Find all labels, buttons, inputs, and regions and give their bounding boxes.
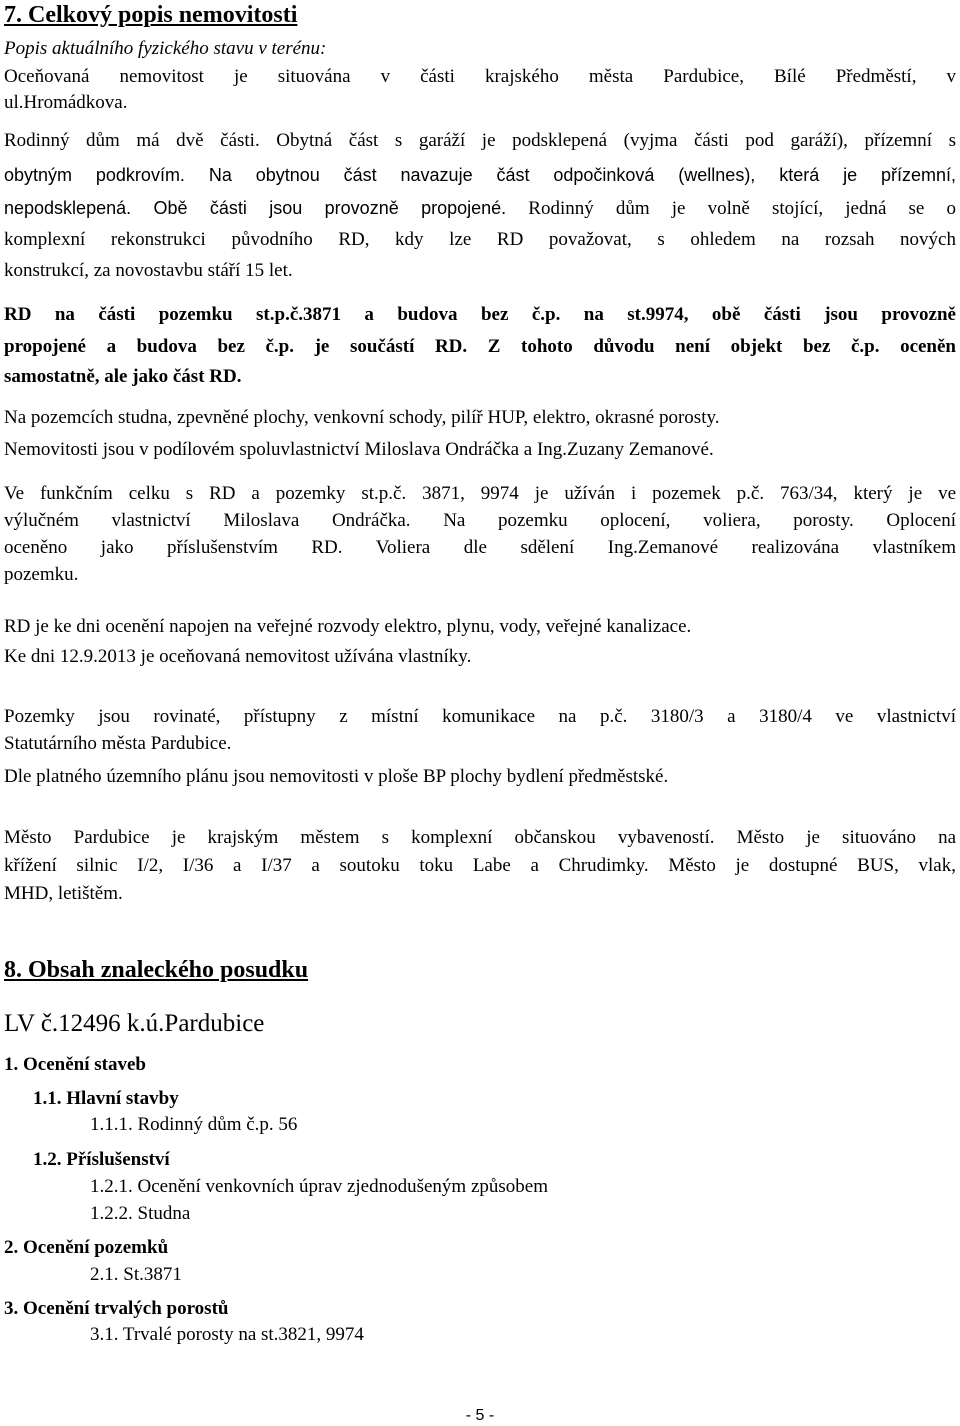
paragraph-house-line-1: Rodinný dům má dvě části. Obytná část s garáží je podsklepená (vyjma části pod garáží), přízemní s [4,130,956,151]
paragraph-function-line-2: výlučném vlastnictví Miloslava Ondráčka. Na pozemku oplocení, voliera, porosty. Oplocení [4,510,956,531]
paragraph-house-line-3-part-b: Rodinný dům je volně stojící, jedná se o [528,198,956,219]
toc-item-3: 3. Ocenění trvalých porostů [4,1298,229,1319]
paragraph-house-line-3 [4,195,956,222]
page-number: - 5 - [465,1407,495,1424]
toc-item-3-1: 3.1. Trvalé porosty na st.3821, 9974 [90,1324,364,1345]
toc-item-2-1: 2.1. St.3871 [90,1264,182,1285]
toc-item-1-2-1: 1.2.1. Ocenění venkovních úprav zjednodušeným způsobem [90,1176,548,1197]
paragraph-function-line-1: Ve funkčním celku s RD a pozemky st.p.č. 3871, 9974 je užíván i pozemek p.č. 763/34, který je ve [4,483,956,504]
toc-item-1-2-2: 1.2.2. Studna [90,1203,191,1224]
paragraph-utilities-line-1: RD je ke dni ocenění napojen na veřejné rozvody elektro, plynu, vody, veřejné kanalizace. [4,616,692,637]
bold-note-line-1: RD na části pozemku st.p.č.3871 a budova bez č.p. na st.9974, obě části jsou provozně [4,304,956,325]
toc-item-1-1-1: 1.1.1. Rodinný dům č.p. 56 [90,1114,298,1135]
paragraph-land-line-2: Nemovitosti jsou v podílovém spoluvlastnictví Miloslava Ondráčka a Ing.Zuzany Zemanové. [4,439,714,460]
paragraph-function-line-3: oceněno jako příslušenstvím RD. Voliera dle sdělení Ing.Zemanové realizována vlastníkem [4,537,956,558]
toc-item-1-2: 1.2. Příslušenství [33,1149,170,1170]
lv-title: LV č.12496 k.ú.Pardubice [4,1010,265,1037]
paragraph-city-line-2: křížení silnic I/2, I/36 a I/37 a soutoku toku Labe a Chrudimky. Město je dostupné BUS, vlak, [4,855,956,876]
paragraph-house-line-5: konstrukcí, za novostavbu stáří 15 let. [4,260,293,281]
section-8-heading: 8. Obsah znaleckého posudku [4,957,309,983]
paragraph-zoning: Dle platného územního plánu jsou nemovitosti v ploše BP plochy bydlení předměstské. [4,766,669,787]
paragraph-city-line-1: Město Pardubice je krajským městem s komplexní občanskou vybaveností. Město je situováno na [4,827,956,848]
paragraph-house-line-3-part-a: nepodsklepená. Obě části jsou provozně propojené. [4,198,507,218]
paragraph-utilities-line-2: Ke dni 12.9.2013 je oceňovaná nemovitost užívána vlastníky. [4,646,472,667]
section-7-heading: 7. Celkový popis nemovitosti [4,2,298,28]
section-7-subheading: Popis aktuálního fyzického stavu v terénu: [4,38,327,59]
paragraph-house-line-2: obytným podkrovím. Na obytnou část navazuje část odpočinková (wellnes), která je přízemní, [4,165,956,185]
bold-note-line-3: samostatně, ale jako část RD. [4,366,242,387]
paragraph-city-line-3: MHD, letištěm. [4,883,123,904]
toc-item-1: 1. Ocenění staveb [4,1054,146,1075]
paragraph-access-line-1: Pozemky jsou rovinaté, přístupny z místní komunikace na p.č. 3180/3 a 3180/4 ve vlastnictví [4,706,956,727]
bold-note-line-2: propojené a budova bez č.p. je součástí RD. Z tohoto důvodu není objekt bez č.p. oceněn [4,336,956,357]
toc-item-2: 2. Ocenění pozemků [4,1237,169,1258]
paragraph-location-line-2: ul.Hromádkova. [4,92,128,113]
paragraph-location-line-1: Oceňovaná nemovitost je situována v části krajského města Pardubice, Bílé Předměstí, v [4,66,956,87]
paragraph-function-line-4: pozemku. [4,564,79,585]
paragraph-land-line-1: Na pozemcích studna, zpevněné plochy, venkovní schody, pilíř HUP, elektro, okrasné porosty. [4,407,720,428]
paragraph-house-line-4: komplexní rekonstrukci původního RD, kdy lze RD považovat, s ohledem na rozsah nových [4,229,956,250]
toc-item-1-1: 1.1. Hlavní stavby [33,1088,179,1109]
paragraph-access-line-2: Statutárního města Pardubice. [4,733,232,754]
